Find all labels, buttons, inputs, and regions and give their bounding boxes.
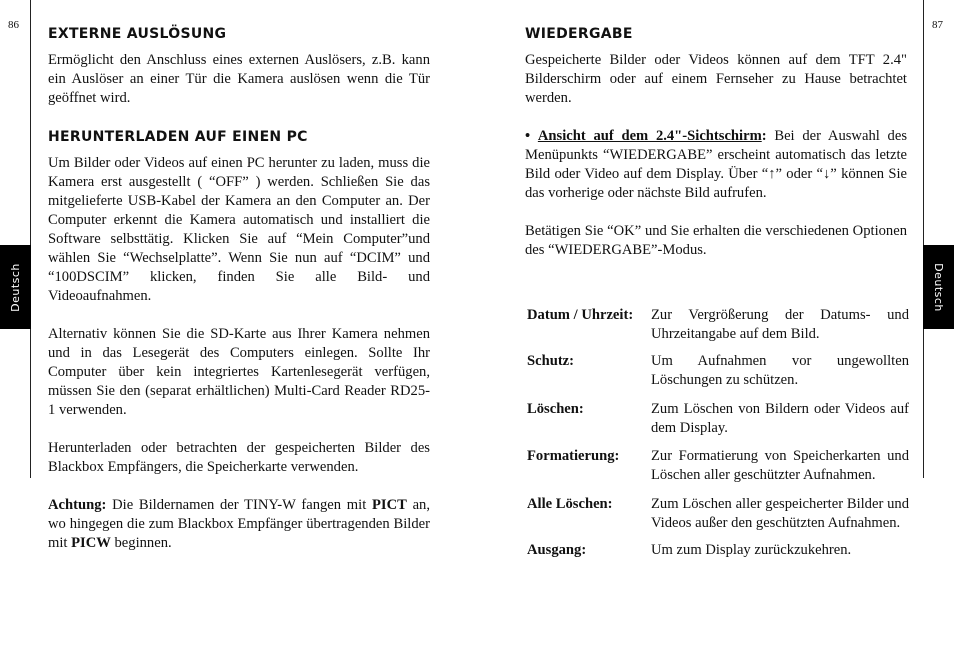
bullet-label: Ansicht auf dem 2.4"-Sichtschirm	[537, 128, 762, 144]
language-tab-right	[923, 245, 954, 329]
option-value: Zur Vergrößerung der Datums- und Uhrzeitangabe auf dem Bild.	[651, 307, 909, 342]
download-paragraph-1: Um Bilder oder Videos auf einen PC herunter zu laden, muss die Kamera erst ausgestellt ( “OFF” ) werden. Schließen Sie das mitgelieferte USB-Kabel der Kamera an den Computer an. Der Computer erkennt die Kamera automatisch und installiert die Software selbsttätig. Klicken Sie auf “Mein Computer”und wählen Sie “Wechselplatte”. Wenn Sie nun auf “DCIM” und “100DSCIM” klicken, finden Sie alle Bild- und Videoaufnahmen.	[48, 155, 430, 304]
right-margin-rule	[923, 0, 924, 478]
page-number-right: 87	[932, 19, 943, 31]
note-text-1: Die Bildernamen der TINY-W fangen mit	[106, 497, 372, 513]
bullet-marker: •	[525, 128, 531, 144]
option-value: Zur Formatierung von Speicherkarten und Löschen aller geschützter Aufnahmen.	[651, 448, 909, 483]
note-code-picw: PICW	[71, 535, 111, 551]
playback-intro: Gespeicherte Bilder oder Videos können auf dem TFT 2.4" Bilderschirm oder auf einem Fernseher zu Hause betrachtet werden.	[525, 52, 907, 106]
bullet-colon: :	[761, 128, 767, 144]
playback-options-table	[527, 306, 909, 560]
download-note	[48, 496, 430, 553]
note-text-3: beginnen.	[110, 535, 172, 551]
right-column	[525, 26, 907, 260]
left-margin-rule	[30, 0, 31, 478]
playback-bullet	[525, 127, 907, 203]
playback-ok-text: Betätigen Sie “OK” und Sie erhalten die verschiedenen Optionen des “WIEDERGABE”-Modus.	[525, 223, 907, 258]
option-key: Ausgang:	[527, 542, 587, 558]
option-value: Um Aufnahmen vor ungewollten Löschungen zu schützen.	[651, 353, 909, 388]
download-paragraph-3: Herunterladen oder betrachten der gespeicherten Bilder des Blackbox Empfängers, die Speicherkarte verwenden.	[48, 440, 430, 475]
table-row	[527, 306, 909, 344]
option-key: Alle Löschen:	[527, 496, 613, 512]
options-table-wrap	[527, 306, 909, 560]
note-label: Achtung:	[48, 497, 107, 513]
option-key: Formatierung:	[527, 448, 620, 464]
table-row	[527, 352, 909, 390]
page-number-left: 86	[8, 19, 19, 31]
table-row	[527, 541, 909, 560]
bullet-text: Bei der Auswahl des Menüpunkts “WIEDERGABE” erscheint automatisch das letzte Bild oder Video auf dem Display. Über “↑” oder “↓” können Sie das vorherige oder nächste Bild aufrufen.	[525, 128, 907, 201]
option-value: Um zum Display zurückzukehren.	[651, 542, 852, 558]
option-value: Zum Löschen von Bildern oder Videos auf dem Display.	[651, 401, 909, 436]
option-key: Löschen:	[527, 401, 584, 417]
section-heading-external-trigger: EXTERNE AUSLÖSUNG	[48, 26, 227, 42]
section-heading-playback: WIEDERGABE	[525, 26, 633, 42]
option-value: Zum Löschen aller gespeicherter Bilder und Videos außer den geschützten Aufnahmen.	[651, 496, 909, 531]
language-tab-right-label: Deutsch	[932, 262, 945, 312]
section-heading-download: HERUNTERLADEN AUF EINEN PC	[48, 129, 308, 145]
language-tab-left-label: Deutsch	[9, 262, 22, 312]
table-row	[527, 495, 909, 533]
note-text-2: an, wo hingegen die zum Blackbox Empfänger übertragenden Bilder mit	[48, 497, 430, 551]
option-key: Datum / Uhrzeit:	[527, 307, 634, 323]
language-tab-left	[0, 245, 31, 329]
table-row	[527, 447, 909, 485]
table-row	[527, 400, 909, 438]
left-column	[48, 26, 430, 553]
external-trigger-text: Ermöglicht den Anschluss eines externen Auslösers, z.B. kann ein Auslöser an einer Tür die Kamera auslösen wenn die Tür geöffnet wird.	[48, 52, 430, 106]
note-code-pict: PICT	[371, 497, 407, 513]
download-paragraph-2: Alternativ können Sie die SD-Karte aus Ihrer Kamera nehmen und in das Lesegerät des Computers einlegen. Sollte Ihr Computer über kein integriertes Kartenlesegerät verfügen, müssen Sie den (separat erhältlichen) Multi-Card Reader RD25-1 verwenden.	[48, 326, 430, 418]
option-key: Schutz:	[527, 353, 575, 369]
